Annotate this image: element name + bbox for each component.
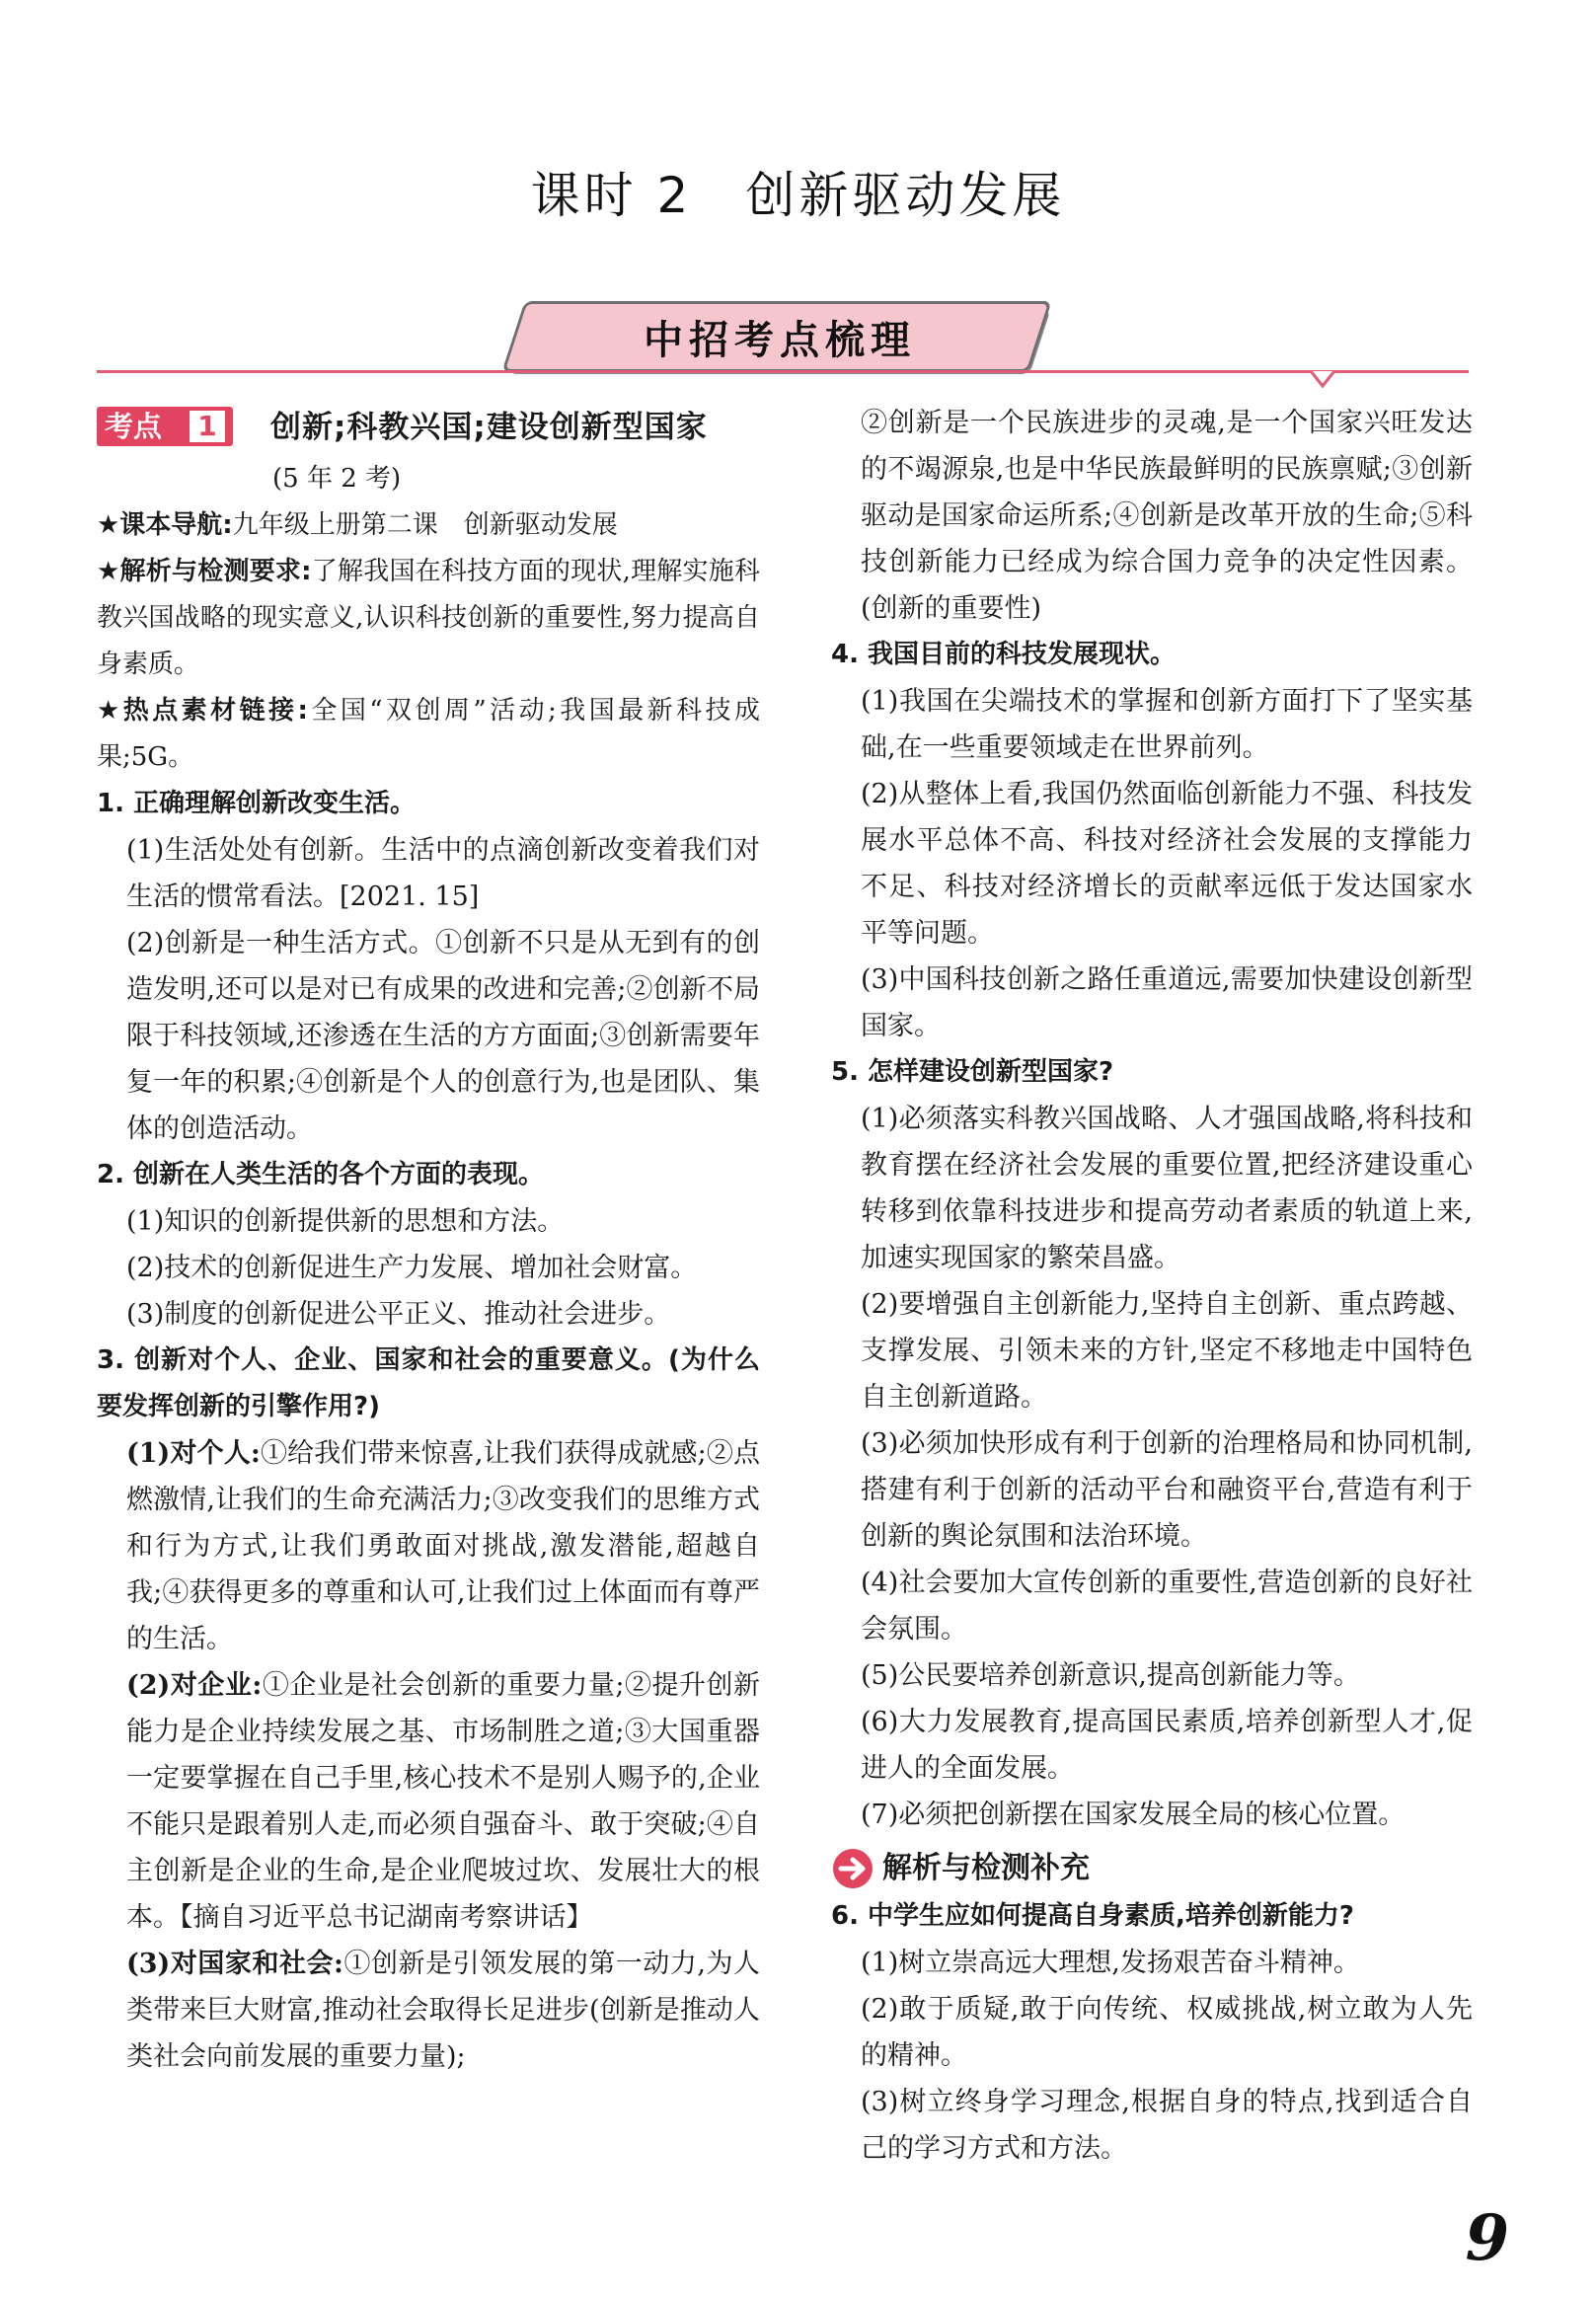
paragraph-key: (3)对国家和社会: [126, 1949, 343, 1979]
page-number: 9 [1465, 2201, 1509, 2275]
section-heading: 4. 我国目前的科技发展现状。 [831, 640, 1177, 669]
star-key: ★课本导航: [97, 510, 233, 540]
section-heading: 3. 创新对个人、企业、国家和社会的重要意义。(为什么要发挥创新的引擎作用?) [97, 1345, 760, 1421]
paragraph [97, 1662, 760, 1941]
rule-notch [1311, 370, 1334, 388]
kaodian-header [97, 403, 760, 456]
star-key: ★热点素材链接: [97, 696, 308, 726]
star-key: ★解析与检测要求: [97, 557, 312, 586]
paragraph: ②创新是一个民族进步的灵魂,是一个国家兴旺发达的不竭源泉,也是中华民族最鲜明的民族禀赋;③创新驱动是国家命运所系;④创新是改革开放的生命;⑤科技创新能力已经成为综合国力竞争的决定性因素。(创新的重要性) [861, 408, 1473, 624]
arrow-right-icon [833, 1849, 873, 1888]
section-heading: 6. 中学生应如何提高自身素质,培养创新能力? [831, 1901, 1354, 1931]
paragraph: (3)必须加快形成有利于创新的治理格局和协同机制,搭建有利于创新的活动平台和融资平台,营造有利于创新的舆论氛围和法治环境。 [861, 1428, 1473, 1552]
kaodian-label: 考点 [105, 410, 163, 443]
supplement-header [831, 1842, 1473, 1893]
paragraph: (2)要增强自主创新能力,坚持自主创新、重点跨越、支撑发展、引领未来的方针,坚定不移地走中国特色自主创新道路。 [861, 1289, 1473, 1413]
paragraph: (2)从整体上看,我国仍然面临创新能力不强、科技发展水平总体不高、科技对经济社会发展的支撑能力不足、科技对经济增长的贡献率远低于发达国家水平等问题。 [861, 779, 1473, 949]
right-column [831, 400, 1473, 2172]
star-item-nav [97, 502, 760, 549]
exam-frequency: (5 年 2 考) [272, 464, 402, 494]
paragraph: (3)树立终身学习理念,根据自身的特点,找到适合自己的学习方式和方法。 [861, 2087, 1473, 2164]
star-text: 了解我国在科技方面的现状,理解实施科教兴国战略的现实意义,认识科技创新的重要性,努力提高自身素质。 [97, 557, 760, 679]
paragraph: (1)知识的创新提供新的思想和方法。 [126, 1206, 565, 1237]
paragraph: (5)公民要培养创新意识,提高创新能力等。 [861, 1660, 1360, 1691]
paragraph [97, 1941, 760, 2080]
section-rule [97, 370, 1469, 373]
paragraph: (7)必须把创新摆在国家发展全局的核心位置。 [861, 1800, 1406, 1830]
paragraph: (4)社会要加大宣传创新的重要性,营造创新的良好社会氛围。 [861, 1568, 1473, 1645]
paragraph: (2)敢于质疑,敢于向传统、权威挑战,树立敢为人先的精神。 [861, 1994, 1473, 2071]
paragraph-text: ①企业是社会创新的重要力量;②提升创新能力是企业持续发展之基、市场制胜之道;③大国重器一定要掌握在自己手里,核心技术不是别人赐予的,企业不能只是跟着别人走,而必须自强奋斗、敢于突破;④自主创新是企业的生命,是企业爬坡过坎、发展壮大的根本。【摘自习近平总书记湖南考察讲话】 [126, 1670, 760, 1933]
section-heading: 5. 怎样建设创新型国家? [831, 1057, 1114, 1087]
paragraph: (3)制度的创新促进公平正义、推动社会进步。 [126, 1299, 671, 1330]
left-column [97, 403, 760, 2080]
kaodian-badge [97, 407, 233, 446]
paragraph: (1)必须落实科教兴国战略、人才强国战略,将科技和教育摆在经济社会发展的重要位置,把经济建设重心转移到依靠科技进步和提高劳动者素质的轨道上来,加速实现国家的繁荣昌盛。 [861, 1104, 1473, 1273]
paragraph: (1)树立崇高远大理想,发扬艰苦奋斗精神。 [861, 1948, 1360, 1978]
paragraph: (2)创新是一种生活方式。①创新不只是从无到有的创造发明,还可以是对已有成果的改进和完善;②创新不局限于科技领域,还渗透在生活的方方面面;③创新需要年复一年的积累;④创新是个人的创意行为,也是团队、集体的创造活动。 [126, 928, 760, 1144]
paragraph-text: ①创新是引领发展的第一动力,为人类带来巨大财富,推动社会取得长足进步(创新是推动人类社会向前发展的重要力量); [126, 1949, 760, 2072]
star-item-hotspot [97, 688, 760, 781]
kaodian-number: 1 [190, 411, 225, 442]
page-title: 课时 2 创新驱动发展 [530, 167, 1066, 224]
supplement-title: 解析与检测补充 [882, 1851, 1090, 1885]
paragraph [97, 1430, 760, 1662]
paragraph-key: (2)对企业: [126, 1670, 263, 1701]
kaodian-title: 创新;科教兴国;建设创新型国家 [270, 410, 708, 445]
paragraph: (1)我国在尖端技术的掌握和创新方面打下了坚实基础,在一些重要领域走在世界前列。 [861, 686, 1473, 763]
star-text: 九年级上册第二课 创新驱动发展 [232, 510, 618, 540]
paragraph: (2)技术的创新促进生产力发展、增加社会财富。 [126, 1253, 698, 1283]
paragraph-key: (1)对个人: [126, 1438, 261, 1469]
section-heading: 2. 创新在人类生活的各个方面的表现。 [97, 1160, 545, 1189]
star-text: 全国“双创周”活动;我国最新科技成果;5G。 [97, 696, 760, 772]
banner-text: 中招考点梳理 [644, 318, 916, 363]
paragraph: (3)中国科技创新之路任重道远,需要加快建设创新型国家。 [861, 964, 1473, 1041]
paragraph-text: ①给我们带来惊喜,让我们获得成就感;②点燃激情,让我们的生命充满活力;③改变我们的思维方式和行为方式,让我们勇敢面对挑战,激发潜能,超越自我;④获得更多的尊重和认可,让我们过上体面而有尊严的生活。 [126, 1438, 760, 1654]
paragraph: (1)生活处处有创新。生活中的点滴创新改变着我们对生活的惯常看法。[2021. 15] [126, 835, 760, 912]
paragraph: (6)大力发展教育,提高国民素质,培养创新型人才,促进人的全面发展。 [861, 1707, 1473, 1784]
star-item-requirement [97, 549, 760, 688]
section-heading: 1. 正确理解创新改变生活。 [97, 789, 417, 818]
section-banner [513, 301, 1046, 380]
